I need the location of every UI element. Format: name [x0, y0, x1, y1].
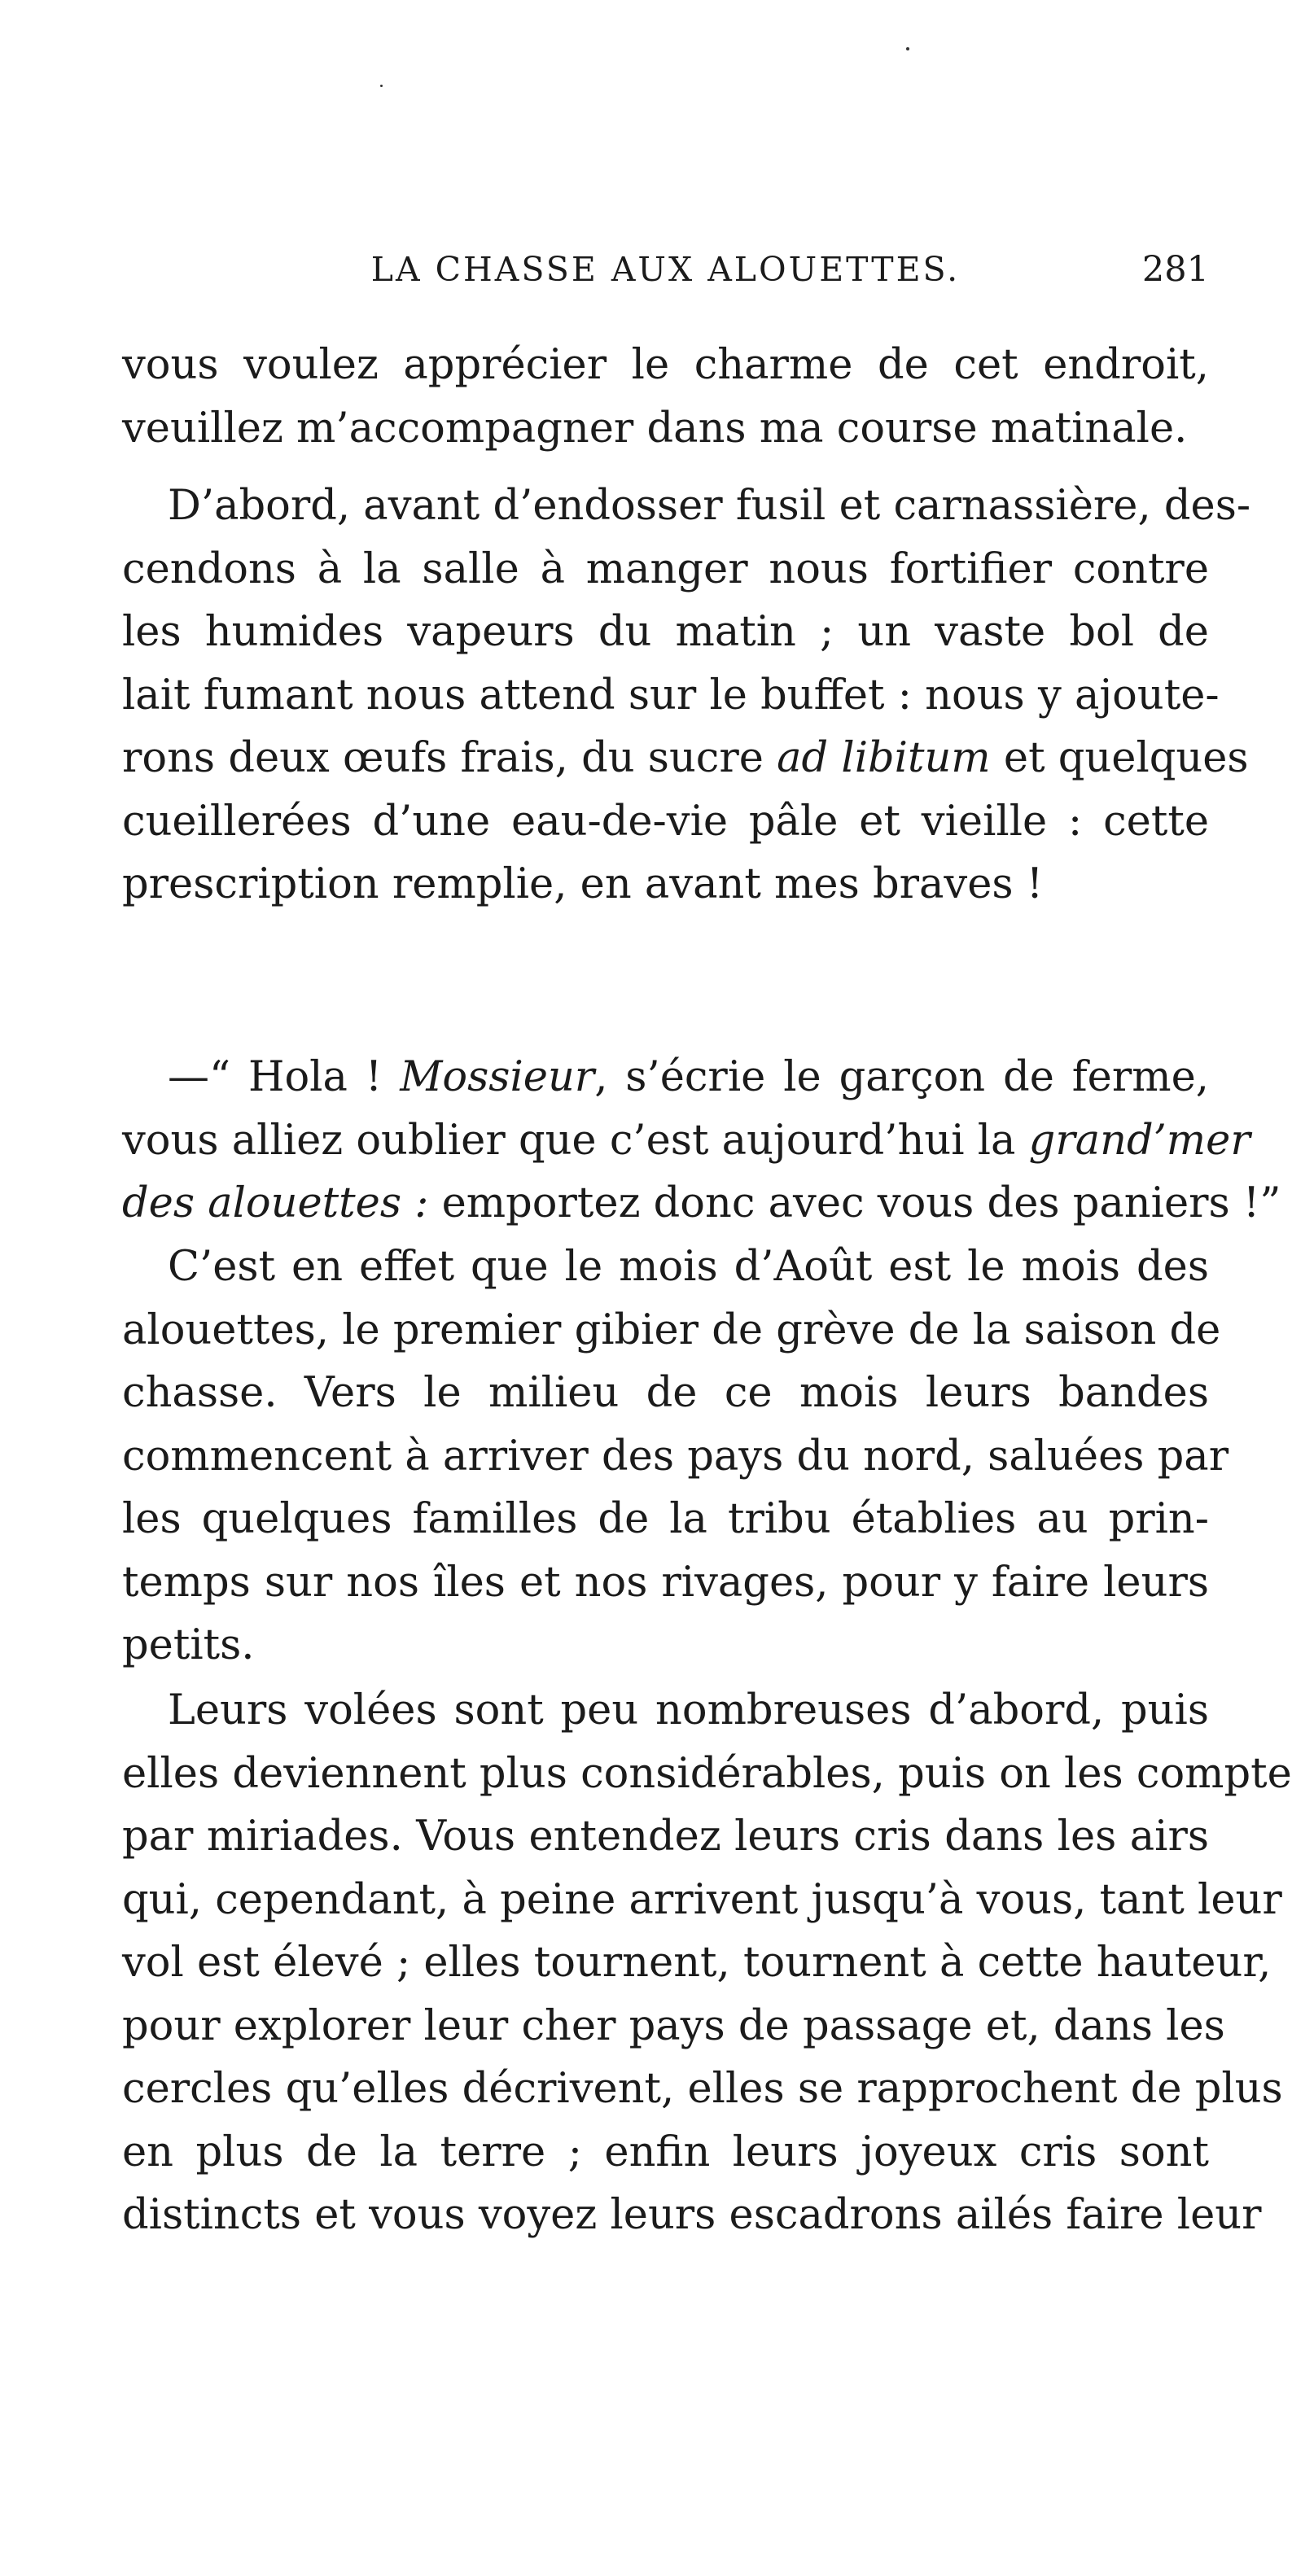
- paragraph-flocks: [122, 1679, 1292, 2247]
- text-line: [122, 1551, 1209, 1615]
- text-run: lait fumant nous attend sur le buffet : nous y ajoute-: [122, 671, 1220, 719]
- paragraph-dialogue: [122, 1046, 1281, 1236]
- text-line: [122, 727, 1249, 790]
- text-line: [122, 1614, 1209, 1677]
- text-run: vous voulez apprécier le charme de cet endroit,: [122, 341, 1209, 389]
- text-line: [122, 1931, 1272, 1995]
- page-number: 281: [1141, 249, 1209, 290]
- text-line: [122, 1995, 1225, 2058]
- text-line: [122, 1425, 1229, 1489]
- text-run: cueillerées d’une eau-de-vie pâle et vieille : cette: [122, 797, 1209, 846]
- text-line: [122, 475, 1251, 538]
- text-run: elles deviennent plus considérables, puis on les compte: [122, 1749, 1292, 1798]
- text-run: cercles qu’elles décrivent, elles se rapprochent de plus: [122, 2065, 1283, 2113]
- text-run: C’est en effet que le mois d’Août est le mois des: [168, 1243, 1209, 1291]
- text-line: [122, 2121, 1209, 2185]
- text-run: distincts et vous voyez leurs escadrons ailés faire leur: [122, 2191, 1262, 2239]
- text-run: qui, cependant, à peine arrivent jusqu’à vous, tant leur: [122, 1875, 1282, 1924]
- text-run: alouettes, le premier gibier de grève de la saison de: [122, 1305, 1221, 1354]
- text-run: pour explorer leur cher pays de passage et, dans les: [122, 2001, 1225, 2050]
- text-run: , s’écrie le garçon de ferme,: [594, 1053, 1209, 1101]
- text-line: [122, 1236, 1209, 1299]
- text-run: et quelques: [990, 734, 1249, 782]
- text-run: les quelques familles de la tribu établies au prin-: [122, 1495, 1209, 1543]
- text-line: [122, 538, 1209, 601]
- text-line: [122, 853, 1209, 916]
- text-line: [122, 1869, 1282, 1932]
- text-run: prescription remplie, en avant mes braves !: [122, 860, 1044, 908]
- text-run: en plus de la terre ; enfin leurs joyeux cris sont: [122, 2128, 1209, 2176]
- text-run: commencent à arriver des pays du nord, saluées par: [122, 1432, 1229, 1480]
- print-speck: [906, 47, 909, 50]
- paragraph-breakfast: [122, 475, 1251, 916]
- text-line: [122, 2058, 1283, 2121]
- paragraph-august: [122, 1236, 1229, 1677]
- italic-text: des alouettes :: [122, 1179, 429, 1227]
- text-run: rons deux œufs frais, du sucre: [122, 734, 777, 782]
- text-run: D’abord, avant d’endosser fusil et carnassière, des-: [168, 482, 1251, 530]
- text-run: par miriades. Vous entendez leurs cris dans les airs: [122, 1813, 1209, 1861]
- print-speck: [380, 85, 383, 87]
- text-line: [122, 1046, 1209, 1109]
- text-line: [122, 1109, 1250, 1173]
- text-line: [122, 1299, 1221, 1362]
- text-line: [122, 1805, 1209, 1869]
- text-run: Leurs volées sont peu nombreuses d’abord, puis: [168, 1686, 1209, 1734]
- text-run: petits.: [122, 1621, 255, 1669]
- paragraph-continuation: [122, 334, 1209, 460]
- text-line: [122, 601, 1209, 664]
- text-run: les humides vapeurs du matin ; un vaste bol de: [122, 608, 1209, 656]
- text-line: [122, 790, 1209, 854]
- running-title: LA CHASSE AUX ALOUETTES.: [370, 250, 961, 289]
- text-line: [122, 1172, 1281, 1236]
- text-run: cendons à la salle à manger nous fortifier contre: [122, 545, 1209, 593]
- running-head: [122, 241, 1209, 298]
- text-run: vol est élevé ; elles tournent, tournent à cette hauteur,: [122, 1939, 1272, 1987]
- text-line: [122, 1488, 1209, 1551]
- italic-text: grand’mer: [1028, 1116, 1250, 1165]
- italic-text: Mossieur: [400, 1053, 595, 1101]
- text-line: [122, 664, 1220, 728]
- italic-text: ad libitum: [777, 734, 991, 782]
- text-line: [122, 334, 1209, 397]
- text-run: emportez donc avec vous des paniers !”: [428, 1179, 1281, 1227]
- text-line: [122, 1743, 1292, 1806]
- text-line: [122, 2184, 1262, 2247]
- text-line: [122, 397, 1209, 461]
- text-run: veuillez m’accompagner dans ma course matinale.: [122, 404, 1188, 453]
- text-line: [122, 1679, 1209, 1743]
- text-run: chasse. Vers le milieu de ce mois leurs bandes: [122, 1369, 1209, 1417]
- text-run: —“ Hola !: [168, 1053, 401, 1101]
- text-line: [122, 1362, 1209, 1425]
- text-run: temps sur nos îles et nos rivages, pour y faire leurs: [122, 1558, 1209, 1607]
- text-run: vous alliez oublier que c’est aujourd’hui la: [122, 1116, 1029, 1165]
